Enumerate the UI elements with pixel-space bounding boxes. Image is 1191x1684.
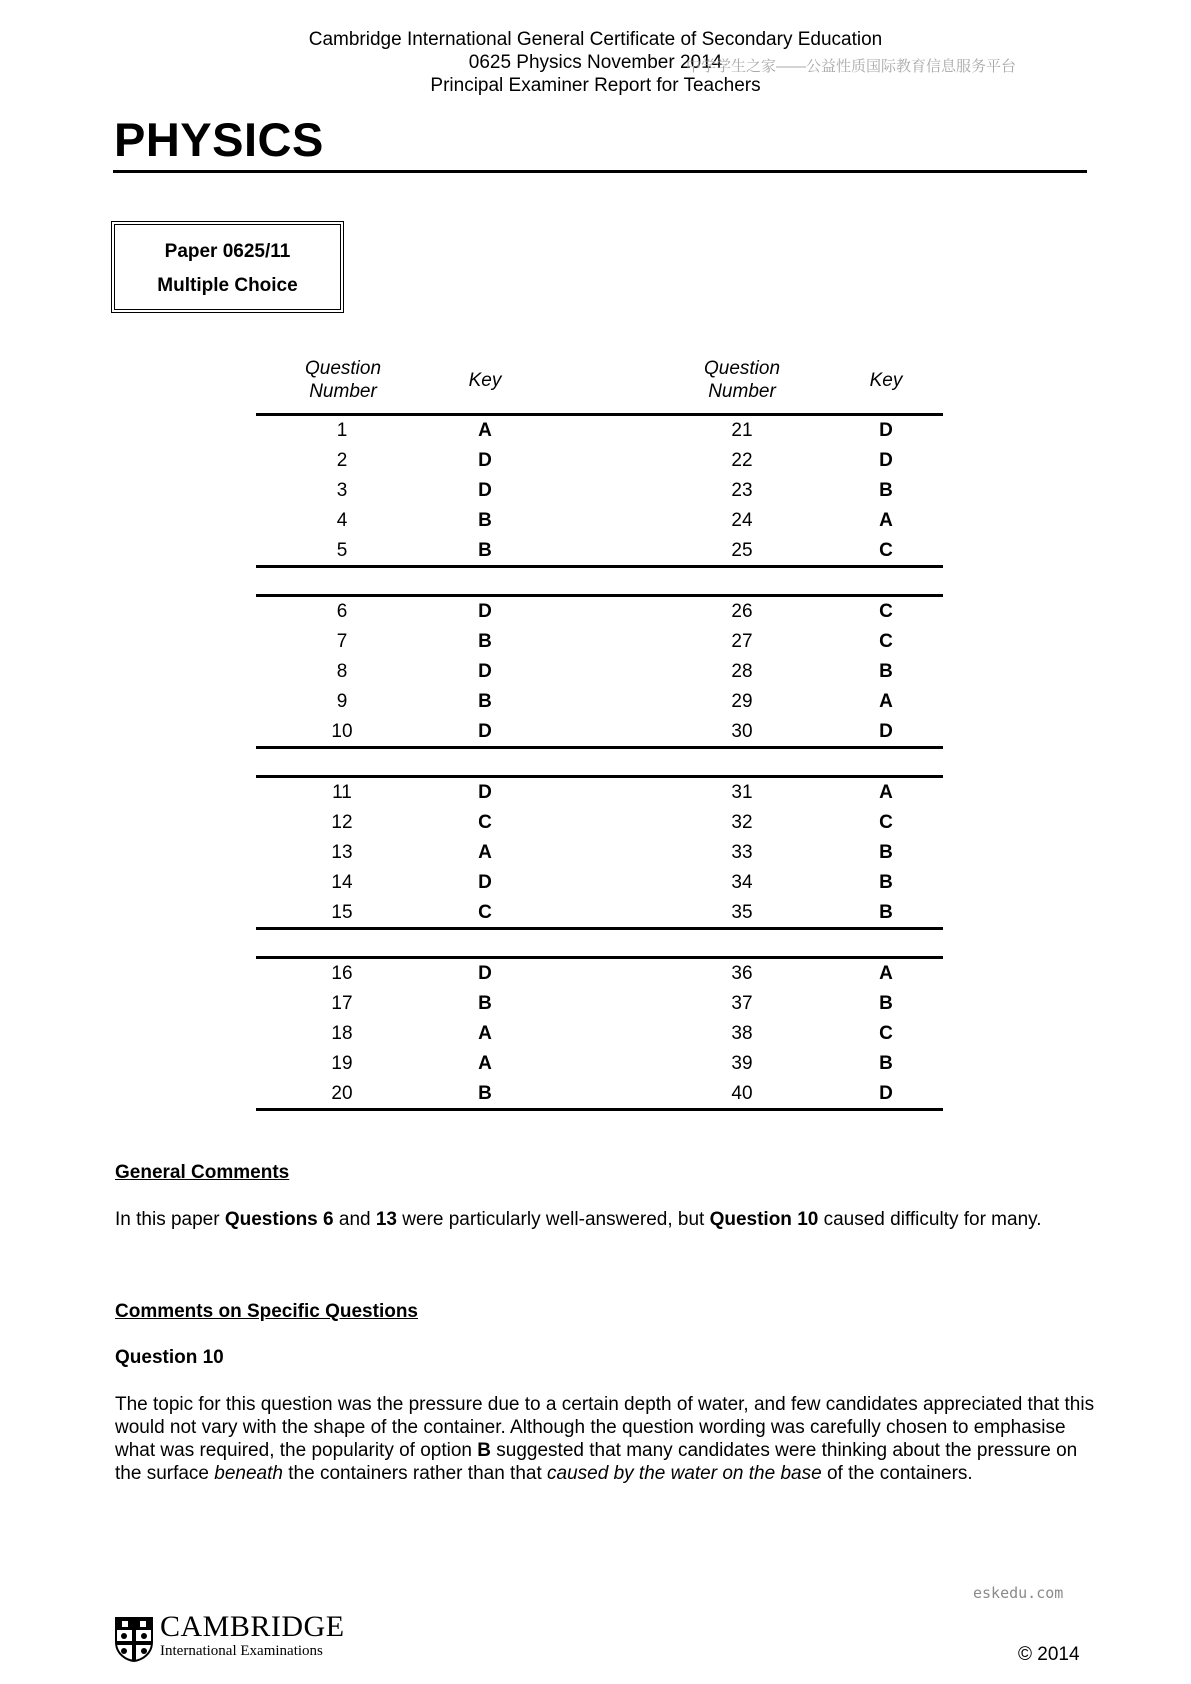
question-number: 25 — [731, 540, 753, 561]
answer-key: A — [478, 1023, 492, 1044]
table-rule — [256, 1108, 943, 1111]
question-number: 36 — [731, 963, 753, 984]
answer-key: B — [879, 872, 893, 893]
answer-key: C — [879, 1023, 893, 1044]
answer-key: B — [879, 661, 893, 682]
answer-key: B — [879, 902, 893, 923]
question-number: 37 — [731, 993, 753, 1014]
question-number: 22 — [731, 450, 753, 471]
answer-key: D — [478, 872, 492, 893]
question-number: 18 — [331, 1023, 353, 1044]
question-number: 28 — [731, 661, 753, 682]
answer-key: C — [478, 902, 492, 923]
question-number: 2 — [336, 450, 348, 471]
question-10-paragraph: The topic for this question was the pressure due to a certain depth of water, and few candidates appreciated that this would not vary with the shape of the container. Although the question wording was carefully chosen to emphasise what was required, the popularity of option B suggested that many candidates were thinking about the pressure on the surface beneath the containers rather than that caused by the water on the base of the containers. — [115, 1394, 1095, 1484]
answer-key: A — [478, 1053, 492, 1074]
header-question-label: Question — [304, 358, 382, 379]
answer-key: B — [879, 842, 893, 863]
answer-key: A — [879, 782, 893, 803]
question-number: 6 — [336, 601, 348, 622]
question-number: 10 — [331, 721, 353, 742]
answer-key: B — [478, 540, 492, 561]
answer-key: B — [478, 993, 492, 1014]
answer-key: A — [478, 420, 492, 441]
paper-type: Multiple Choice — [157, 275, 298, 296]
answer-key: B — [879, 1053, 893, 1074]
paper-box — [111, 221, 344, 313]
cambridge-logo-text — [160, 1612, 345, 1660]
question-number: 11 — [332, 782, 352, 803]
question-number: 20 — [331, 1083, 353, 1104]
logo-wordmark: CAMBRIDGE — [160, 1610, 345, 1643]
header-line-1: Cambridge International General Certificate of Secondary Education — [308, 29, 883, 50]
question-number: 7 — [336, 631, 348, 652]
question-number: 26 — [731, 601, 753, 622]
answer-key: A — [879, 691, 893, 712]
col-header-question-1 — [283, 357, 403, 403]
question-number: 34 — [731, 872, 753, 893]
answer-key: D — [879, 450, 893, 471]
general-comments-heading: General Comments — [115, 1162, 290, 1183]
answer-key: D — [879, 1083, 893, 1104]
table-rule — [256, 746, 943, 749]
question-number: 8 — [336, 661, 348, 682]
question-number: 5 — [336, 540, 348, 561]
watermark-text: 中学学生之家——公益性质国际教育信息服务平台 — [686, 58, 1017, 75]
table-rule — [256, 927, 943, 930]
answer-key: D — [478, 450, 492, 471]
header-exam-title: 0625 Physics November 2014 — [468, 52, 723, 73]
question-number: 13 — [331, 842, 353, 863]
answer-key: C — [879, 631, 893, 652]
answer-key: A — [478, 842, 492, 863]
table-rule — [256, 565, 943, 568]
site-watermark: eskedu.com — [973, 1584, 1064, 1602]
question-number: 3 — [336, 480, 348, 501]
header-number-label: Number — [309, 381, 377, 402]
question-number: 38 — [731, 1023, 753, 1044]
col-header-key-1: Key — [468, 370, 502, 391]
question-number: 19 — [331, 1053, 353, 1074]
answer-key: C — [478, 812, 492, 833]
question-number: 24 — [731, 510, 753, 531]
specific-comments-heading: Comments on Specific Questions — [115, 1301, 418, 1322]
question-number: 35 — [731, 902, 753, 923]
copyright: © 2014 — [1018, 1644, 1080, 1665]
paper-number: Paper 0625/11 — [164, 241, 291, 262]
question-number: 32 — [731, 812, 753, 833]
table-rule — [256, 413, 943, 416]
question-number: 16 — [331, 963, 353, 984]
question-number: 4 — [336, 510, 348, 531]
question-number: 1 — [336, 420, 348, 441]
question-number: 31 — [731, 782, 753, 803]
answer-key: C — [879, 540, 893, 561]
general-comments-paragraph: In this paper Questions 6 and 13 were particularly well-answered, but Question 10 caused difficulty for many. — [115, 1209, 1042, 1230]
cambridge-crest-icon — [114, 1616, 154, 1667]
answer-key: B — [879, 993, 893, 1014]
table-rule — [256, 594, 943, 597]
question-number: 21 — [731, 420, 753, 441]
answer-key: B — [478, 1083, 492, 1104]
question-number: 33 — [731, 842, 753, 863]
answer-key: A — [879, 963, 893, 984]
header-question-label: Question — [703, 358, 781, 379]
answer-key: A — [879, 510, 893, 531]
header-number-label: Number — [708, 381, 776, 402]
answer-key: C — [879, 601, 893, 622]
answer-key: D — [478, 721, 492, 742]
question-number: 9 — [336, 691, 348, 712]
header-line-3: Principal Examiner Report for Teachers — [430, 75, 761, 96]
table-rule — [256, 775, 943, 778]
answer-key: D — [478, 661, 492, 682]
question-10-heading: Question 10 — [115, 1347, 224, 1368]
answer-key: B — [478, 631, 492, 652]
page-title: PHYSICS — [114, 113, 324, 166]
col-header-question-2 — [682, 357, 802, 403]
question-number: 12 — [331, 812, 353, 833]
question-number: 29 — [731, 691, 753, 712]
question-number: 14 — [331, 872, 353, 893]
question-number: 17 — [331, 993, 353, 1014]
answer-key: D — [879, 420, 893, 441]
question-number: 30 — [731, 721, 753, 742]
answer-key: D — [478, 782, 492, 803]
answer-key: D — [478, 601, 492, 622]
answer-key: D — [879, 721, 893, 742]
question-number: 23 — [731, 480, 753, 501]
logo-subtitle: International Examinations — [160, 1643, 323, 1659]
answer-key: B — [879, 480, 893, 501]
question-number: 15 — [331, 902, 353, 923]
answer-key: C — [879, 812, 893, 833]
answer-key: B — [478, 691, 492, 712]
title-rule — [113, 170, 1087, 173]
answer-key: D — [478, 963, 492, 984]
answer-key: B — [478, 510, 492, 531]
col-header-key-2: Key — [869, 370, 903, 391]
table-rule — [256, 956, 943, 959]
question-number: 27 — [731, 631, 753, 652]
answer-key: D — [478, 480, 492, 501]
question-number: 39 — [731, 1053, 753, 1074]
question-number: 40 — [731, 1083, 753, 1104]
